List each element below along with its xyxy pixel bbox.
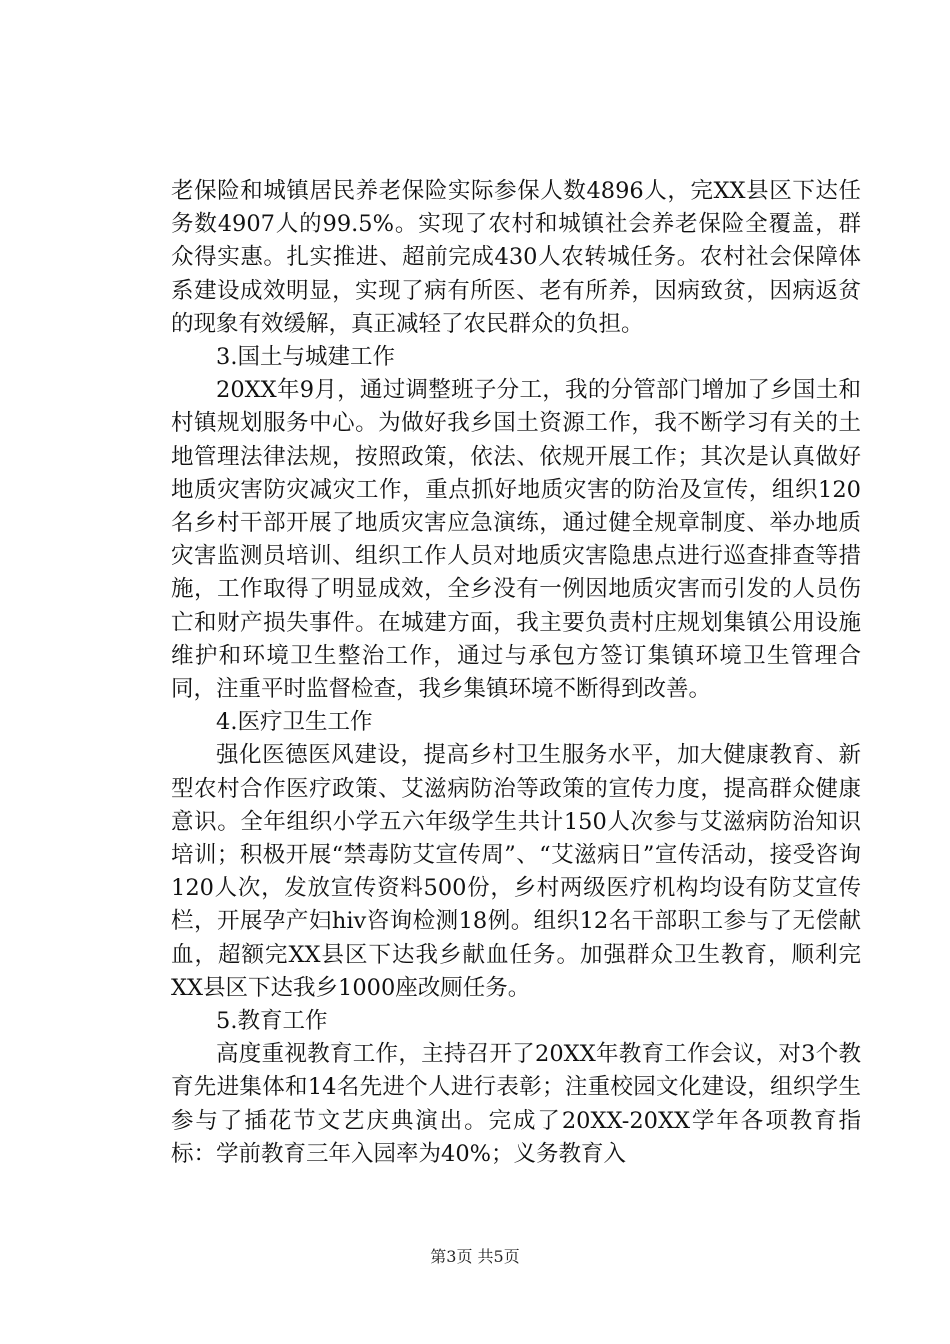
heading-land-construction: 3.国土与城建工作 [216, 344, 395, 371]
page-footer [0, 1247, 950, 1267]
page-body [171, 175, 861, 1171]
paragraph-education: 高度重视教育工作，主持召开了20XX年教育工作会议，对3个教育先进集体和14名先进个人进行表彰；注重校园文化建设，组织学生参与了插花节文艺庆典演出。完成了20XX-20XX学年各项教育指标：学前教育三年入园率为40%；义务教育入 [171, 1041, 861, 1167]
paragraph-medical-health: 强化医德医风建设，提高乡村卫生服务水平，加大健康教育、新型农村合作医疗政策、艾滋病防治等政策的宣传力度，提高群众健康意识。全年组织小学五六年级学生共计150人次参与艾滋病防治知识培训；积极开展“禁毒防艾宣传周”、“艾滋病日”宣传活动，接受咨询120人次，发放宣传资料500份，乡村两级医疗机构均设有防艾宣传栏，开展孕产妇hiv咨询检测18例。组织12名干部职工参与了无偿献血，超额完XX县区下达我乡献血任务。加强群众卫生教育，顺利完XX县区下达我乡1000座改厕任务。 [171, 742, 861, 1001]
heading-medical-health: 4.医疗卫生工作 [216, 709, 373, 736]
paragraph-land-construction: 20XX年9月，通过调整班子分工，我的分管部门增加了乡国土和村镇规划服务中心。为做好我乡国土资源工作，我不断学习有关的土地管理法律法规，按照政策，依法、依规开展工作；其次是认真做好地质灾害防灾减灾工作，重点抓好地质灾害的防治及宣传，组织120名乡村干部开展了地质灾害应急演练，通过健全规章制度、举办地质灾害监测员培训、组织工作人员对地质灾害隐患点进行巡查排查等措施，工作取得了明显成效，全乡没有一例因地质灾害而引发的人员伤亡和财产损失事件。在城建方面，我主要负责村庄规划集镇公用设施维护和环境卫生整治工作，通过与承包方签订集镇环境卫生管理合同，注重平时监督检查，我乡集镇环境不断得到改善。 [171, 377, 861, 703]
paragraph-social-insurance: 老保险和城镇居民养老保险实际参保人数4896人，完XX县区下达任务数4907人的99.5%。实现了农村和城镇社会养老保险全覆盖，群众得实惠。扎实推进、超前完成430人农转城任务。农村社会保障体系建设成效明显，实现了病有所医、老有所养，因病致贫，因病返贫的现象有效缓解，真正减轻了农民群众的负担。 [171, 178, 861, 337]
page-number-label: 第3页 共5页 [430, 1247, 520, 1266]
heading-education: 5.教育工作 [216, 1008, 328, 1035]
